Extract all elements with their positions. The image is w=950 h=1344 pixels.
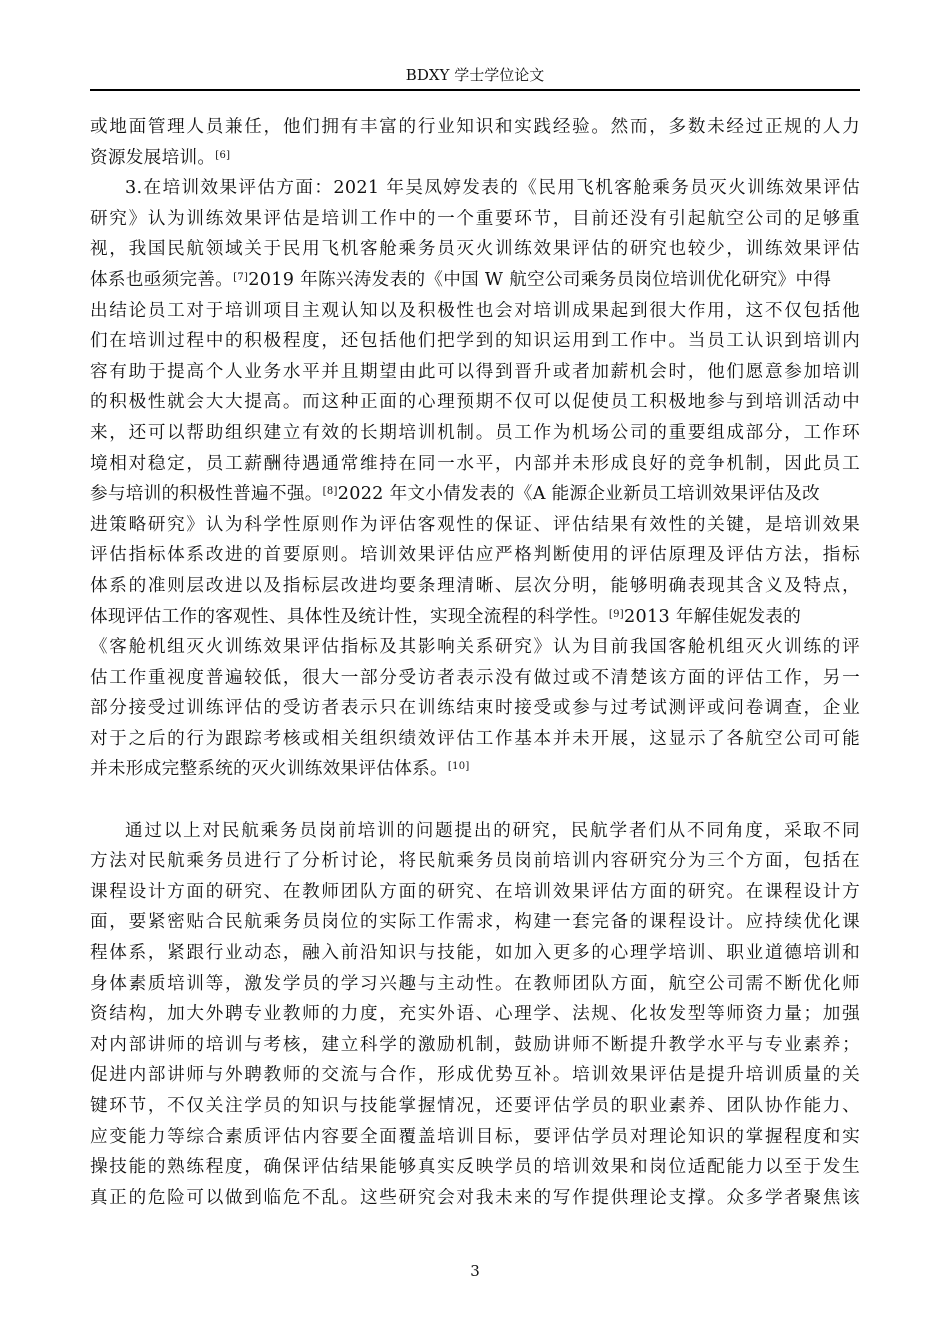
text-run: 并未形成完整系统的灭火训练效果评估体系。 (90, 759, 448, 780)
text-line (90, 754, 860, 785)
text-line: 对内部讲师的培训与考核，建立科学的激励机制，鼓励讲师不断提升教学水平与专业素养； (90, 1034, 860, 1055)
text-line: 境相对稳定，员工薪酬待遇通常维持在同一水平，内部并未形成良好的竞争机制，因此员工 (90, 453, 860, 474)
header-rule (90, 89, 860, 91)
citation-6: [6] (215, 149, 231, 161)
text-run: 体系也亟须完善。 (90, 269, 234, 290)
text-line: 促进内部讲师与外聘教师的交流与合作，形成优势互补。培训效果评估是提升培训质量的关 (90, 1065, 860, 1086)
text-run: 体现评估工作的客观性、具体性及统计性，实现全流程的科学性。 (90, 606, 609, 627)
text-line: 身体素质培训等，激发学员的学习兴趣与主动性。在教师团队方面，航空公司需不断优化师 (90, 973, 860, 994)
text-line (90, 143, 860, 174)
text-line: 操技能的熟练程度，确保评估结果能够真实反映学员的培训效果和岗位适配能力以至于发生 (90, 1157, 860, 1178)
text-line: 的积极性就会大大提高。而这种正面的心理预期不仅可以促使员工积极地参与到培训活动中 (90, 392, 860, 413)
running-header: BDXY 学士学位论文 (405, 66, 545, 84)
citation-9: [9] (608, 608, 624, 620)
text-line (90, 265, 860, 296)
text-line: 容有助于提高个人业务水平并且期望由此可以得到晋升或者加薪机会时，他们愿意参加培训 (90, 361, 860, 382)
text-line: 部分接受过训练评估的受访者表示只在训练结束时接受或参与过考试测评或问卷调查，企业 (90, 698, 860, 719)
text-line: 应变能力等综合素质评估内容要全面覆盖培训目标，要评估学员对理论知识的掌握程度和实 (90, 1126, 860, 1147)
text-run: 2019 年陈兴涛发表的《中国 W 航空公司乘务员岗位培训优化研究》中得 (248, 269, 832, 290)
text-line: 3.在培训效果评估方面：2021 年吴凤婷发表的《民用飞机客舱乘务员灭火训练效果评估 (125, 178, 860, 199)
text-line: 资结构，加大外聘专业教师的力度，充实外语、心理学、法规、化妆发型等师资力量；加强 (90, 1004, 860, 1025)
paragraph-1 (90, 112, 860, 173)
text-line: 出结论员工对于培训项目主观认知以及积极性也会对培训成果起到很大作用，这不仅包括他 (90, 300, 860, 321)
citation-7: [7] (233, 271, 249, 283)
text-line: 方法对民航乘务员进行了分析讨论，将民航乘务员岗前培训内容研究分为三个方面，包括在 (90, 851, 860, 872)
text-line: 进策略研究》认为科学性原则作为评估客观性的保证、评估结果有效性的关键，是培训效果 (90, 514, 860, 535)
citation-10: [10] (447, 761, 470, 773)
text-line: 通过以上对民航乘务员岗前培训的问题提出的研究，民航学者们从不同角度，采取不同 (125, 820, 860, 841)
text-line: 研究》认为训练效果评估是培训工作中的一个重要环节，目前还没有引起航空公司的足够重 (90, 208, 860, 229)
paragraph-gap (90, 785, 860, 816)
text-line: 《客舱机组灭火训练效果评估指标及其影响关系研究》认为目前我国客舱机组灭火训练的评 (90, 637, 860, 658)
text-line: 键环节，不仅关注学员的知识与技能掌握情况，还要评估学员的职业素养、团队协作能力、 (90, 1096, 860, 1116)
page-body (90, 112, 860, 1213)
text-line: 或地面管理人员兼任，他们拥有丰富的行业知识和实践经验。然而，多数未经过正规的人力 (90, 117, 860, 137)
text-line: 估工作重视度普遍较低，很大一部分受访者表示没有做过或不清楚该方面的评估工作，另一 (90, 667, 860, 688)
paragraph-3 (90, 816, 860, 1214)
text-run: 资源发展培训。 (90, 147, 216, 168)
text-line: 课程设计方面的研究、在教师团队方面的研究、在培训效果评估方面的研究。在课程设计方 (90, 881, 860, 902)
text-line: 评估指标体系改进的首要原则。培训效果评估应严格判断使用的评估原理及评估方法，指标 (90, 545, 860, 566)
text-line: 视，我国民航领域关于民用飞机客舱乘务员灭火训练效果评估的研究也较少，训练效果评估 (90, 239, 860, 260)
text-line (90, 602, 860, 633)
text-line: 面，要紧密贴合民航乘务员岗位的实际工作需求，构建一套完备的课程设计。应持续优化课 (90, 912, 860, 933)
text-line: 来，还可以帮助组织建立有效的长期培训机制。员工作为机场公司的重要组成部分，工作环 (90, 422, 860, 443)
text-run: 2013 年解佳妮发表的 (624, 606, 802, 627)
text-line: 程体系，紧跟行业动态，融入前沿知识与技能，如加入更多的心理学培训、职业道德培训和 (90, 943, 860, 964)
text-line: 对于之后的行为跟踪考核或相关组织绩效评估工作基本并未开展，这显示了各航空公司可能 (90, 728, 860, 749)
text-run: 2022 年文小倩发表的《A 能源企业新员工培训效果评估及改 (337, 484, 821, 505)
text-line: 们在培训过程中的积极程度，还包括他们把学到的知识运用到工作中。当员工认识到培训内 (90, 331, 860, 352)
text-line: 真正的危险可以做到临危不乱。这些研究会对我未来的写作提供理论支撑。众多学者聚焦该 (90, 1187, 860, 1208)
text-run: 参与培训的积极性普遍不强。 (90, 484, 323, 505)
paragraph-2 (90, 173, 860, 785)
page-number: 3 (470, 1262, 480, 1280)
text-line (90, 479, 860, 510)
text-line: 体系的准则层改进以及指标层改进均要条理清晰、层次分明，能够明确表现其含义及特点， (90, 575, 860, 596)
citation-8: [8] (322, 486, 338, 498)
